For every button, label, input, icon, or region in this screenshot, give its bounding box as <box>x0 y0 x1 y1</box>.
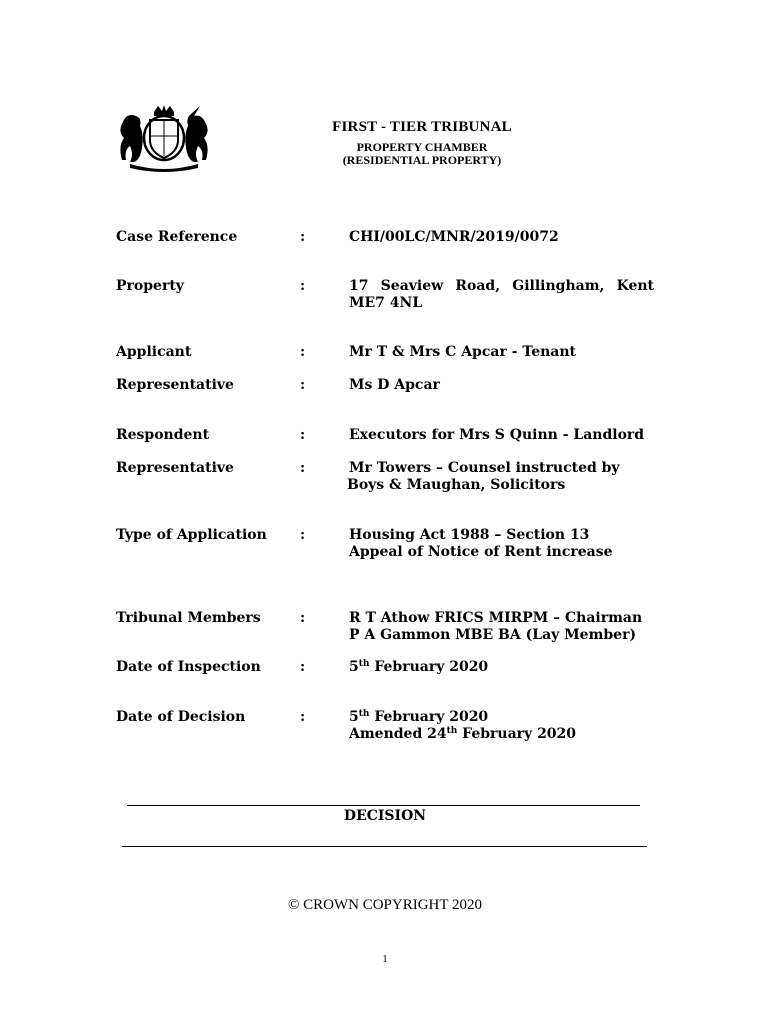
field-label: Representative <box>116 460 234 476</box>
field-separator: : <box>300 460 306 476</box>
applicant-representative-value: Ms D Apcar <box>349 377 440 393</box>
field-label: Property <box>116 278 184 294</box>
field-separator: : <box>300 344 306 360</box>
respondent-representative-line-1: Mr Towers – Counsel instructed by <box>349 460 620 476</box>
respondent-representative-line-2: Boys & Maughan, Solicitors <box>347 477 566 493</box>
field-separator: : <box>300 610 306 626</box>
inspection-month-year: February 2020 <box>369 659 489 675</box>
inspection-date-value <box>349 659 654 676</box>
case-reference-value: CHI/00LC/MNR/2019/0072 <box>349 229 559 245</box>
crown-copyright: © CROWN COPYRIGHT 2020 <box>287 897 483 913</box>
chamber-subtitle: (RESIDENTIAL PROPERTY) <box>342 153 502 167</box>
field-label: Type of Application <box>116 527 267 543</box>
field-label: Applicant <box>116 344 192 360</box>
field-separator: : <box>300 278 306 294</box>
amended-day-suffix: th <box>446 726 458 736</box>
respondent-value: Executors for Mrs S Quinn - Landlord <box>349 427 645 443</box>
field-label: Case Reference <box>116 229 238 245</box>
decision-month-year: February 2020 <box>369 709 489 725</box>
field-separator: : <box>300 527 306 543</box>
decision-day-suffix: th <box>358 709 370 719</box>
chamber-name: PROPERTY CHAMBER <box>356 140 488 154</box>
application-type-value <box>349 527 654 561</box>
field-separator: : <box>300 377 306 393</box>
inspection-day-suffix: th <box>358 659 370 669</box>
field-label: Respondent <box>116 427 210 443</box>
top-rule <box>127 805 640 806</box>
property-value <box>349 278 654 312</box>
field-separator: : <box>300 709 306 725</box>
tribunal-title: FIRST - TIER TRIBUNAL <box>332 119 512 135</box>
tribunal-member-2: P A Gammon MBE BA (Lay Member) <box>349 627 637 643</box>
property-line-1: 17 Seaview Road, Gillingham, Kent <box>349 278 654 294</box>
page-number: 1 <box>382 953 388 965</box>
decision-heading: DECISION <box>343 808 427 824</box>
amended-prefix: Amended 24 <box>349 726 447 742</box>
application-type-line-1: Housing Act 1988 – Section 13 <box>349 527 590 543</box>
applicant-value: Mr T & Mrs C Apcar - Tenant <box>349 344 576 360</box>
amended-date-line <box>349 726 654 743</box>
field-separator: : <box>300 659 306 675</box>
field-label: Representative <box>116 377 234 393</box>
field-separator: : <box>300 229 306 245</box>
field-label: Date of Inspection <box>116 659 261 675</box>
decision-date-value <box>349 709 654 743</box>
inspection-day: 5 <box>349 659 359 675</box>
field-separator: : <box>300 427 306 443</box>
royal-coat-of-arms-logo <box>116 104 212 172</box>
respondent-representative-value <box>349 460 654 494</box>
decision-day: 5 <box>349 709 359 725</box>
decision-date-line <box>349 709 654 726</box>
amended-month-year: February 2020 <box>457 726 577 742</box>
bottom-rule <box>122 846 647 847</box>
property-line-2: ME7 4NL <box>349 295 423 311</box>
tribunal-member-1: R T Athow FRICS MIRPM – Chairman <box>349 610 643 626</box>
application-type-line-2: Appeal of Notice of Rent increase <box>349 544 613 560</box>
tribunal-members-value <box>349 610 654 644</box>
field-label: Date of Decision <box>116 709 246 725</box>
field-label: Tribunal Members <box>116 610 261 626</box>
